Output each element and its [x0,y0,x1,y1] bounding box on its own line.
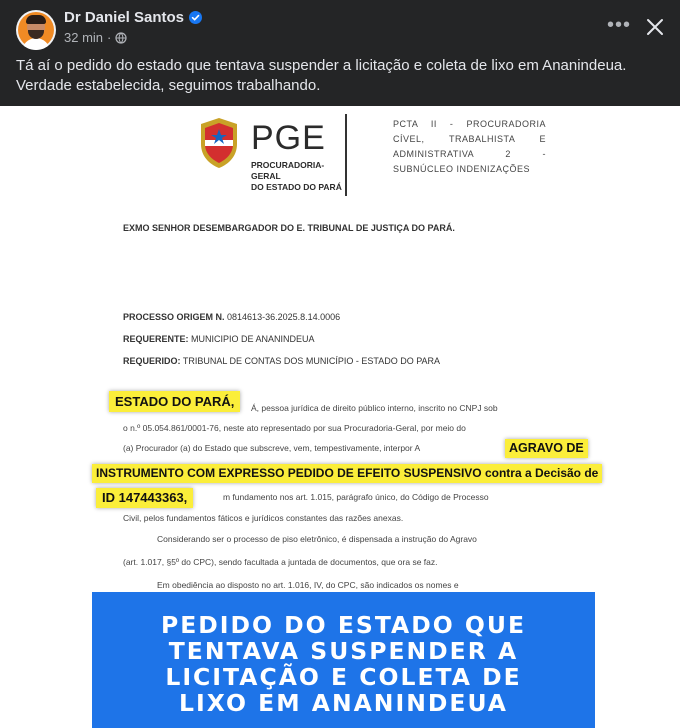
requerente-row [123,334,315,344]
post-meta [64,30,127,45]
post-photo[interactable] [0,106,680,728]
requerente-label: REQUERENTE: [123,334,189,344]
highlight-estado: ESTADO DO PARÁ, [109,391,240,412]
processo-row [123,312,340,322]
body-line-6: Considerando ser o processo de piso eletrônico, é dispensada a instrução do Agravo [157,534,477,544]
addressee: EXMO SENHOR DESEMBARGADOR DO E. TRIBUNAL DE JUSTIÇA DO PARÁ. [123,223,455,233]
highlight-agravo: AGRAVO DE [505,439,588,458]
processo-value: 0814613-36.2025.8.14.0006 [227,312,341,322]
pcta-block: PCTA II - PROCURADORIA CÍVEL, TRABALHISTA E ADMINISTRATIVA 2 - SUBNÚCLEO INDENIZAÇÕES [393,119,546,174]
pge-title: PGE [251,119,326,157]
requerido-row [123,356,440,366]
header-divider [345,114,347,196]
body-line-7: (art. 1.017, §5º do CPC), sendo facultada a juntada de documentos, que ora se faz. [123,557,438,567]
banner-text: PEDIDO DO ESTADO QUE TENTAVA SUSPENDER A LICITAÇÃO E COLETA DE LIXO EM ANANINDEUA [160,611,526,717]
close-icon[interactable] [642,14,668,40]
body-line-1: Á, pessoa jurídica de direito público interno, inscrito no CNPJ sob [251,403,498,413]
processo-label: PROCESSO ORIGEM N. [123,312,225,322]
post-time[interactable]: 32 min [64,30,104,45]
body-line-3: (a) Procurador (a) do Estado que subscreve, vem, tempestivamente, interpor A [123,443,421,453]
author-name[interactable]: Dr Daniel Santos [64,9,185,26]
post-caption: Tá aí o pedido do estado que tentava suspender a licitação e coleta de lixo em Ananindeua. Verdade estabelecida, seguimos trabalhando. [16,57,627,94]
highlight-instrumento: INSTRUMENTO COM EXPRESSO PEDIDO DE EFEITO SUSPENSIVO contra a Decisão de [92,464,602,483]
globe-icon [115,32,127,44]
avatar-hair [26,15,46,24]
body-line-4: m fundamento nos art. 1.015, parágrafo único, do Código de Processo [223,492,489,502]
verified-badge-icon [189,11,202,24]
author-avatar[interactable] [16,10,56,50]
body-line-5: Civil, pelos fundamentos fáticos e jurídicos constantes das razões anexas. [123,513,404,523]
body-line-8: Em obediência ao disposto no art. 1.016, IV, do CPC, são indicados os nomes e [157,580,459,590]
body-line-2: o n.º 05.054.861/0001-76, neste ato representado por sua Procuradoria-Geral, por meio do [123,423,466,433]
meta-separator: · [107,30,112,45]
more-options-icon[interactable]: ••• [606,14,631,36]
requerido-label: REQUERIDO: [123,356,181,366]
requerido-value: TRIBUNAL DE CONTAS DOS MUNICÍPIO - ESTADO DO PARA [182,356,441,366]
author-name-row[interactable] [64,9,202,26]
pge-subtitle: PROCURADORIA- GERAL DO ESTADO DO PARÁ [251,160,342,192]
blue-banner [92,592,595,728]
requerente-value: MUNICIPIO DE ANANINDEUA [191,334,315,344]
highlight-id: ID 147443363, [96,488,193,508]
pge-crest-icon [197,116,241,170]
